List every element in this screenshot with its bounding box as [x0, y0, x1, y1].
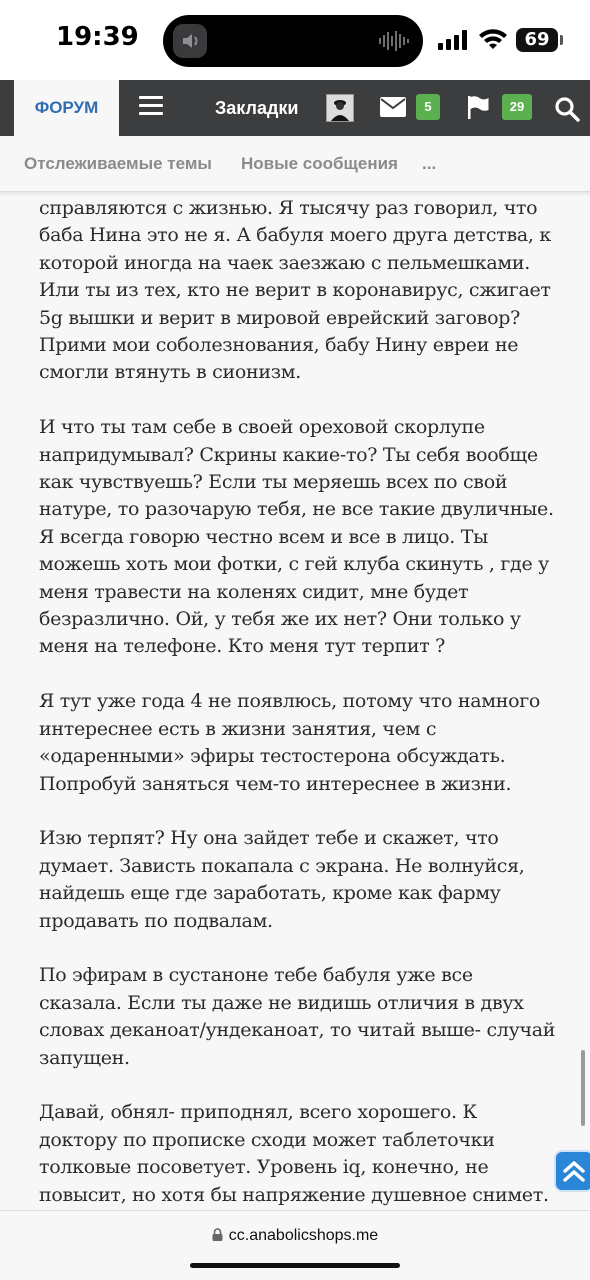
- battery-nub: [560, 35, 563, 45]
- wifi-icon: [478, 27, 508, 51]
- home-indicator: [190, 1263, 400, 1268]
- envelope-icon[interactable]: [380, 97, 406, 117]
- ios-status-bar: [0, 0, 590, 80]
- audio-waveform-icon: [379, 29, 409, 53]
- lock-icon: [212, 1228, 223, 1241]
- sub-nav-new-posts[interactable]: Новые сообщения: [241, 154, 398, 173]
- hamburger-icon[interactable]: [139, 96, 163, 116]
- messages-badge[interactable]: 5: [416, 94, 440, 120]
- scroll-to-top-button[interactable]: [554, 1150, 590, 1192]
- post-content: [39, 195, 559, 1212]
- browser-address-bar[interactable]: [0, 1210, 590, 1280]
- forum-nav-bar: [0, 80, 590, 136]
- status-time: 19:39: [56, 22, 139, 52]
- post-paragraph: Давай, обнял- приподнял, всего хорошего. К доктору по прописке сходи может таблеточки толковые посоветует. Уровень iq, конечно, не повысит, но хотя бы напряжение душевное снимет.: [39, 1101, 549, 1206]
- speaker-icon: [173, 24, 207, 58]
- post-paragraph: справляются с жизнью. Я тысячу раз говорил, что баба Нина это не я. А бабуля моего друга детства, к которой иногда на чаек заезжаю с пельмешками. Или ты из тех, кто не верит в коронавирус, сжигает 5g вышки и верит в мировой еврейский заговор? Прими мои соболезнования, бабу Нину евреи не смогли втянуть в сионизм.: [39, 197, 551, 384]
- page-scrollbar[interactable]: [581, 1050, 585, 1126]
- post-paragraph: По эфирам в сустаноне тебе бабуля уже все сказала. Если ты даже не видишь отличия в двух словах деканоат/ундеканоат, то читай выше- случай запущен.: [39, 964, 556, 1069]
- tab-forum[interactable]: ФОРУМ: [14, 80, 119, 136]
- post-paragraph: Я тут уже года 4 не появлюсь, потому что намного интереснее есть в жизни занятия, чем с «одаренными» эфиры тестостерона обсуждать. Попробуй заняться чем-то интереснее в жизни.: [39, 690, 541, 795]
- cellular-signal-icon: [438, 30, 468, 50]
- url-row[interactable]: [0, 1227, 590, 1245]
- sub-nav-watched-threads[interactable]: Отслеживаемые темы: [24, 154, 212, 173]
- url-text[interactable]: cc.anabolicshops.me: [228, 1227, 379, 1244]
- double-chevron-up-icon: [556, 1152, 590, 1190]
- battery-level: 69: [516, 28, 558, 52]
- alerts-badge[interactable]: 29: [502, 94, 532, 120]
- dynamic-island: [163, 15, 423, 67]
- sub-nav-more[interactable]: ...: [422, 154, 437, 173]
- avatar[interactable]: [326, 94, 354, 122]
- search-icon[interactable]: [554, 96, 580, 122]
- sub-nav: [0, 136, 590, 192]
- bookmarks-link[interactable]: Закладки: [215, 98, 299, 118]
- post-paragraph: Изю терпят? Ну она зайдет тебе и скажет, что думает. Зависть покапала с экрана. Не волнуйся, найдешь еще где заработать, кроме как фарму продавать по подвалам.: [39, 827, 525, 932]
- post-paragraph: И что ты там себе в своей ореховой скорлупе напридумывал? Скрины какие-то? Ты себя вообще как чувствуешь? Если ты меряешь всех по свой натуре, то разочарую тебя, не все такие двуличные. Я всегда говорю честно всем и все в лицо. Ты можешь хоть мои фотки, с гей клуба скинуть , где у меня травести на коленях сидит, мне будет безразлично. Ой, у тебя же их нет? Они только у меня на телефоне. Кто меня тут терпит ?: [39, 416, 554, 658]
- flag-icon[interactable]: [466, 94, 492, 120]
